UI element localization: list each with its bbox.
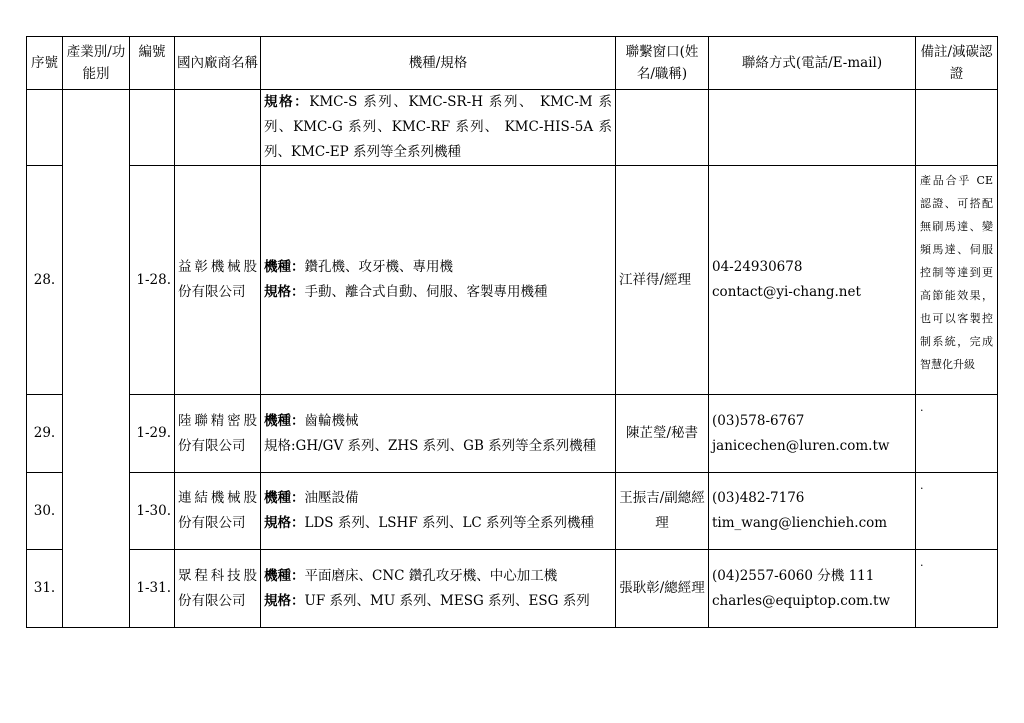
seq-cell: 31. <box>27 550 63 628</box>
model-cell <box>261 395 616 473</box>
code-cell: 1-30. <box>130 473 175 550</box>
spec-label: 規格： <box>264 515 305 531</box>
header-company: 國內廠商名稱 <box>175 37 261 90</box>
phone: (04)2557-6060 分機 111 <box>712 567 875 584</box>
model-label: 機種： <box>264 490 305 506</box>
spec-value: UF 系列、MU 系列、MESG 系列、ESG 系列 <box>304 592 590 609</box>
company-cell: 眾程科技股份有限公司 <box>175 550 261 628</box>
contact-person-cell: 王振吉/副總經理 <box>616 473 709 550</box>
header-code: 編號 <box>130 37 175 90</box>
spec-label: 規格： <box>264 284 305 300</box>
seq-cell: 28. <box>27 166 63 395</box>
model-value: 平面磨床、CNC 鑽孔攻牙機、中心加工機 <box>304 567 558 584</box>
company-cell: 連結機械股份有限公司 <box>175 473 261 550</box>
code-cell <box>130 90 175 166</box>
code-cell: 1-29. <box>130 395 175 473</box>
header-seq: 序號 <box>27 37 63 90</box>
company-cell <box>175 90 261 166</box>
header-row <box>27 37 998 90</box>
model-cell <box>261 473 616 550</box>
remarks-cell: . <box>916 550 998 628</box>
contact-person-cell: 江祥得/經理 <box>616 166 709 395</box>
phone: (03)578-6767 <box>712 412 805 429</box>
email: charles@equiptop.com.tw <box>712 592 891 609</box>
contact-person-cell: 張耿彰/總經理 <box>616 550 709 628</box>
email: janicechen@luren.com.tw <box>712 437 890 454</box>
header-model: 機種/規格 <box>261 37 616 90</box>
header-contact-person: 聯繫窗口(姓名/職稱) <box>616 37 709 90</box>
remarks-cell: . <box>916 473 998 550</box>
code-cell: 1-28. <box>130 166 175 395</box>
model-cell <box>261 90 616 166</box>
contact-info-cell <box>709 395 916 473</box>
spec-label: 規格： <box>264 592 305 609</box>
model-cell <box>261 166 616 395</box>
remarks-cell: 產品合乎 CE 認證、可搭配無刷馬達、變頻馬達、伺服控制等達到更高節能效果，也可以客製控制系統，完成智慧化升級 <box>916 166 998 395</box>
spec-value: 手動、離合式自動、伺服、客製專用機種 <box>304 284 548 300</box>
contact-info-cell <box>709 550 916 628</box>
model-value: 油壓設備 <box>304 490 359 506</box>
contact-info-cell <box>709 90 916 166</box>
spec-value: 規格:GH/GV 系列、ZHS 系列、GB 系列等全系列機種 <box>264 437 597 454</box>
table-row <box>27 90 998 166</box>
table-row <box>27 550 998 628</box>
spec-value: LDS 系列、LSHF 系列、LC 系列等全系列機種 <box>304 515 595 531</box>
phone: (03)482-7176 <box>712 490 805 506</box>
header-industry: 產業別/功能別 <box>63 37 130 90</box>
model-label: 機種： <box>264 412 305 429</box>
spec-label: 規格： <box>264 94 310 110</box>
seq-cell <box>27 90 63 166</box>
contact-person-cell: 陳芷瑩/秘書 <box>616 395 709 473</box>
phone: 04-24930678 <box>712 259 803 275</box>
model-label: 機種： <box>264 567 305 584</box>
contact-info-cell <box>709 166 916 395</box>
email: contact@yi-chang.net <box>712 284 861 300</box>
industry-cell <box>63 90 130 628</box>
contact-info-cell <box>709 473 916 550</box>
table-row <box>27 166 998 395</box>
model-cell <box>261 550 616 628</box>
seq-cell: 30. <box>27 473 63 550</box>
company-cell: 陸聯精密股份有限公司 <box>175 395 261 473</box>
model-value: 鑽孔機、攻牙機、專用機 <box>304 259 453 275</box>
contact-person-cell <box>616 90 709 166</box>
code-cell: 1-31. <box>130 550 175 628</box>
model-value: 齒輪機械 <box>304 412 359 429</box>
model-label: 機種： <box>264 259 305 275</box>
remarks-cell: . <box>916 395 998 473</box>
header-remarks: 備註/減碳認證 <box>916 37 998 90</box>
table-row <box>27 395 998 473</box>
header-contact-info: 聯絡方式(電話/E-mail) <box>709 37 916 90</box>
company-cell: 益彰機械股份有限公司 <box>175 166 261 395</box>
vendor-table <box>26 36 998 628</box>
seq-cell: 29. <box>27 395 63 473</box>
email: tim_wang@lienchieh.com <box>712 515 888 531</box>
spec-value: KMC-S 系列、KMC-SR-H 系列、 KMC-M 系列、KMC-G 系列、KMC-RF 系列、 KMC-HIS-5A 系列、KMC-EP 系列等全系列機種 <box>264 94 613 160</box>
remarks-cell <box>916 90 998 166</box>
table-row <box>27 473 998 550</box>
